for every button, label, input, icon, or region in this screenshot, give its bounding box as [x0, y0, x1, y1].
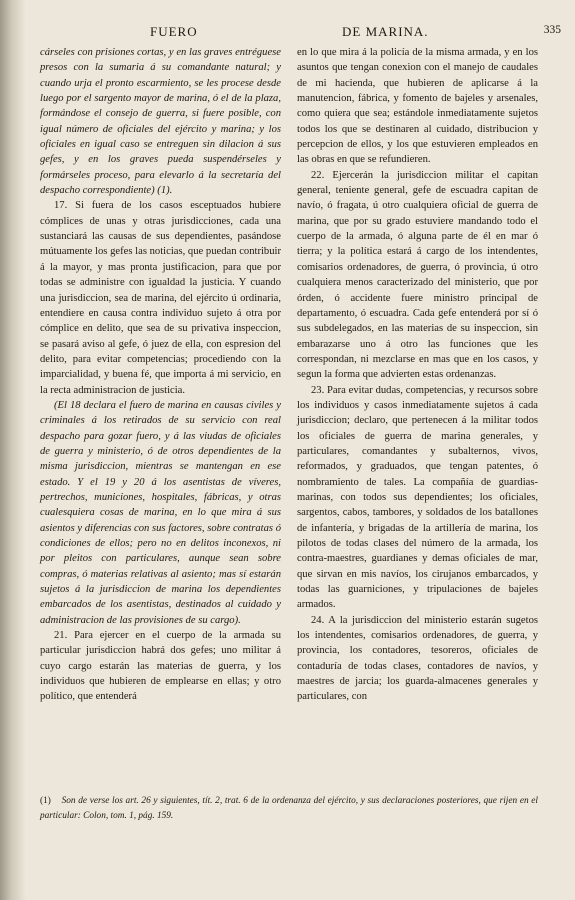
paragraph: cárseles con prisiones cortas, y en las graves entréguese presos con la sumaria á su comandante natural; y cuando urja el pronto escarmiento, se les procese desde luego por el sargento mayor de marina, ó el de la plaza, formándose el consejo de guerra, si fuere posible, con igual número de oficiales del ejército y marina; y los oficiales en igual caso se entreguen sin dilacion á sus gefes, y en los graves pueda suspendérseles y formárseles proceso, para elevarlo á la secretaría del despacho correspondiente) (1).: [40, 47, 281, 197]
paragraph: 23. Para evitar dudas, competencias, y recursos sobre los individuos y casos inmediatamente sujetos á cada jurisdiccion; declaro, que pertenecen á la militar todos los oficiales de guerra de marina generales, y particulares, comandantes y subalternos, vivos, reformados, y graduados, que tengan patentes, ó nombramiento de tales. La compañía de guardias-marinas, con todos sus dependientes; los oficiales, sargentos, cabos, tambores, y soldados de los batallones de infantería, y brigadas de la artillería de marina, los pilotos de todas clases del número de la armada, los contra-maestres, guardianes y demas oficiales de mar, que sirvan en mis navíos, los cirujanos embarcados, y todas las guarniciones, y tripulaciones de bajeles armados.: [297, 384, 538, 611]
header-left-title: FUERO: [150, 24, 198, 39]
footnote-text: Son de verse los art. 26 y siguientes, tít. 2, trat. 6 de la ordenanza del ejército, y sus declaraciones posteriores, que rijen en el particular: Colon, tom. 1, pág. 159.: [40, 796, 539, 821]
paragraph: 21. Para ejercer en el cuerpo de la armada su particular jurisdiccion habrá dos gefes; uno militar á cuyo cargo estarán las materias de guerra, y los individuos que hubieren de emplearse en ellas; y otro político, que entenderá: [40, 630, 281, 703]
paragraph: (El 18 declara el fuero de marina en causas civiles y criminales á los retirados de su servicio con real despacho para gozar fuero, y á las viudas de oficiales de guerra y ministerio, ó de otros dependientes de la misma jurisdiccion, mientras se mantengan en ese estado. Y el 19 y 20 á los asentistas de víveres, pertrechos, municiones, hospitales, fábricas, y otras cualesquiera cosas de marina, en lo que mira á sus asientos y diferencias con sus factores, sobre contratas ó condiciones de ellos; pero no en delitos inconexos, ni por pleitos con particulares, aunque sean sobre compras, ó materias relativas al asiento; mas sí estarán sujetos á la jurisdiccion de marina los dependientes embarcados de los asentistas, destinados al cuidado y administracion de las provisiones de su cargo).: [40, 399, 281, 626]
paragraph: 24. A la jurisdiccion del ministerio estarán sugetos los intendentes, comisarios ordenadores, de guerra, y provincia, los contadores, tesoreros, oficiales de contaduría de todas clases, contadores de navíos, y maestres de jarcia; los guarda-almacenes generales y particulares, con: [297, 614, 538, 703]
right-column: [297, 45, 538, 705]
header-center-title: DE MARINA.: [342, 24, 429, 39]
paragraph: 17. Si fuera de los casos esceptuados hubiere cómplices de unas y otras jurisdicciones, cada una sustanciará las causas de sus dependientes, pasándose mútuamente los gefes las noticias, que puedan contribuir á la mayor, y mas pronta justificacion, para que por todas se administre con igualdad la justicia. Y cuando una jurisdiccion, sea de marina, del ejército ú ordinaria, entendiere en causa contra individuo sujeto á otra por cómplice en delito, que sea de su privativa inspeccion, se pasará aviso al gefe, ó juez de ella, con espresion del delito, para evitar competencias; procediendo con la imparcialidad, y buena fé, que importa á mi servicio, en la recta administracion de justicia.: [40, 200, 281, 396]
paragraph: 22. Ejercerán la jurisdiccion militar el capitan general, teniente general, gefe de escuadra capitan de navío, ó fragata, ú otro cualquiera oficial de guerra de marina, que por su grado estuviere mandando todo el cuerpo de la armada, ó alguna parte de él en mar ó tierra; y la política estará á cargo de los intendentes, comisarios ordenadores, de guerra, ó provincia, ú otro cualquiera menos caracterizado del ministerio, que por órden, ó accidente fuere ministro principal de departamento, ó escuadra. Cada gefe entenderá por sí ó sus subdelegados, en las materias de su inspeccion, sin embarazarse uno á otro las funciones que les correspondan, ni mezclarse en mas que en los casos, y segun la forma que advierten estas ordenanzas.: [297, 169, 538, 381]
footnote-marker: (1): [40, 796, 51, 806]
page-number: 335: [543, 24, 561, 36]
paragraph: en lo que mira á la policía de la misma armada, y en los asuntos que tengan conexion con el manejo de caudales de mi hacienda, que hubieren de aplicarse á la manutencion, fábrica, y fomento de bajeles y arsenales, como quiera que sea; estándole inmediatamente sujetos todos los que se destinaren al cuidado, distribucion y percepcion de ellos, y los que estuvieren empleados en las obras en que se refundieren.: [297, 47, 538, 166]
left-column: [40, 45, 281, 705]
footnote: [40, 794, 538, 823]
running-header: [40, 24, 561, 40]
